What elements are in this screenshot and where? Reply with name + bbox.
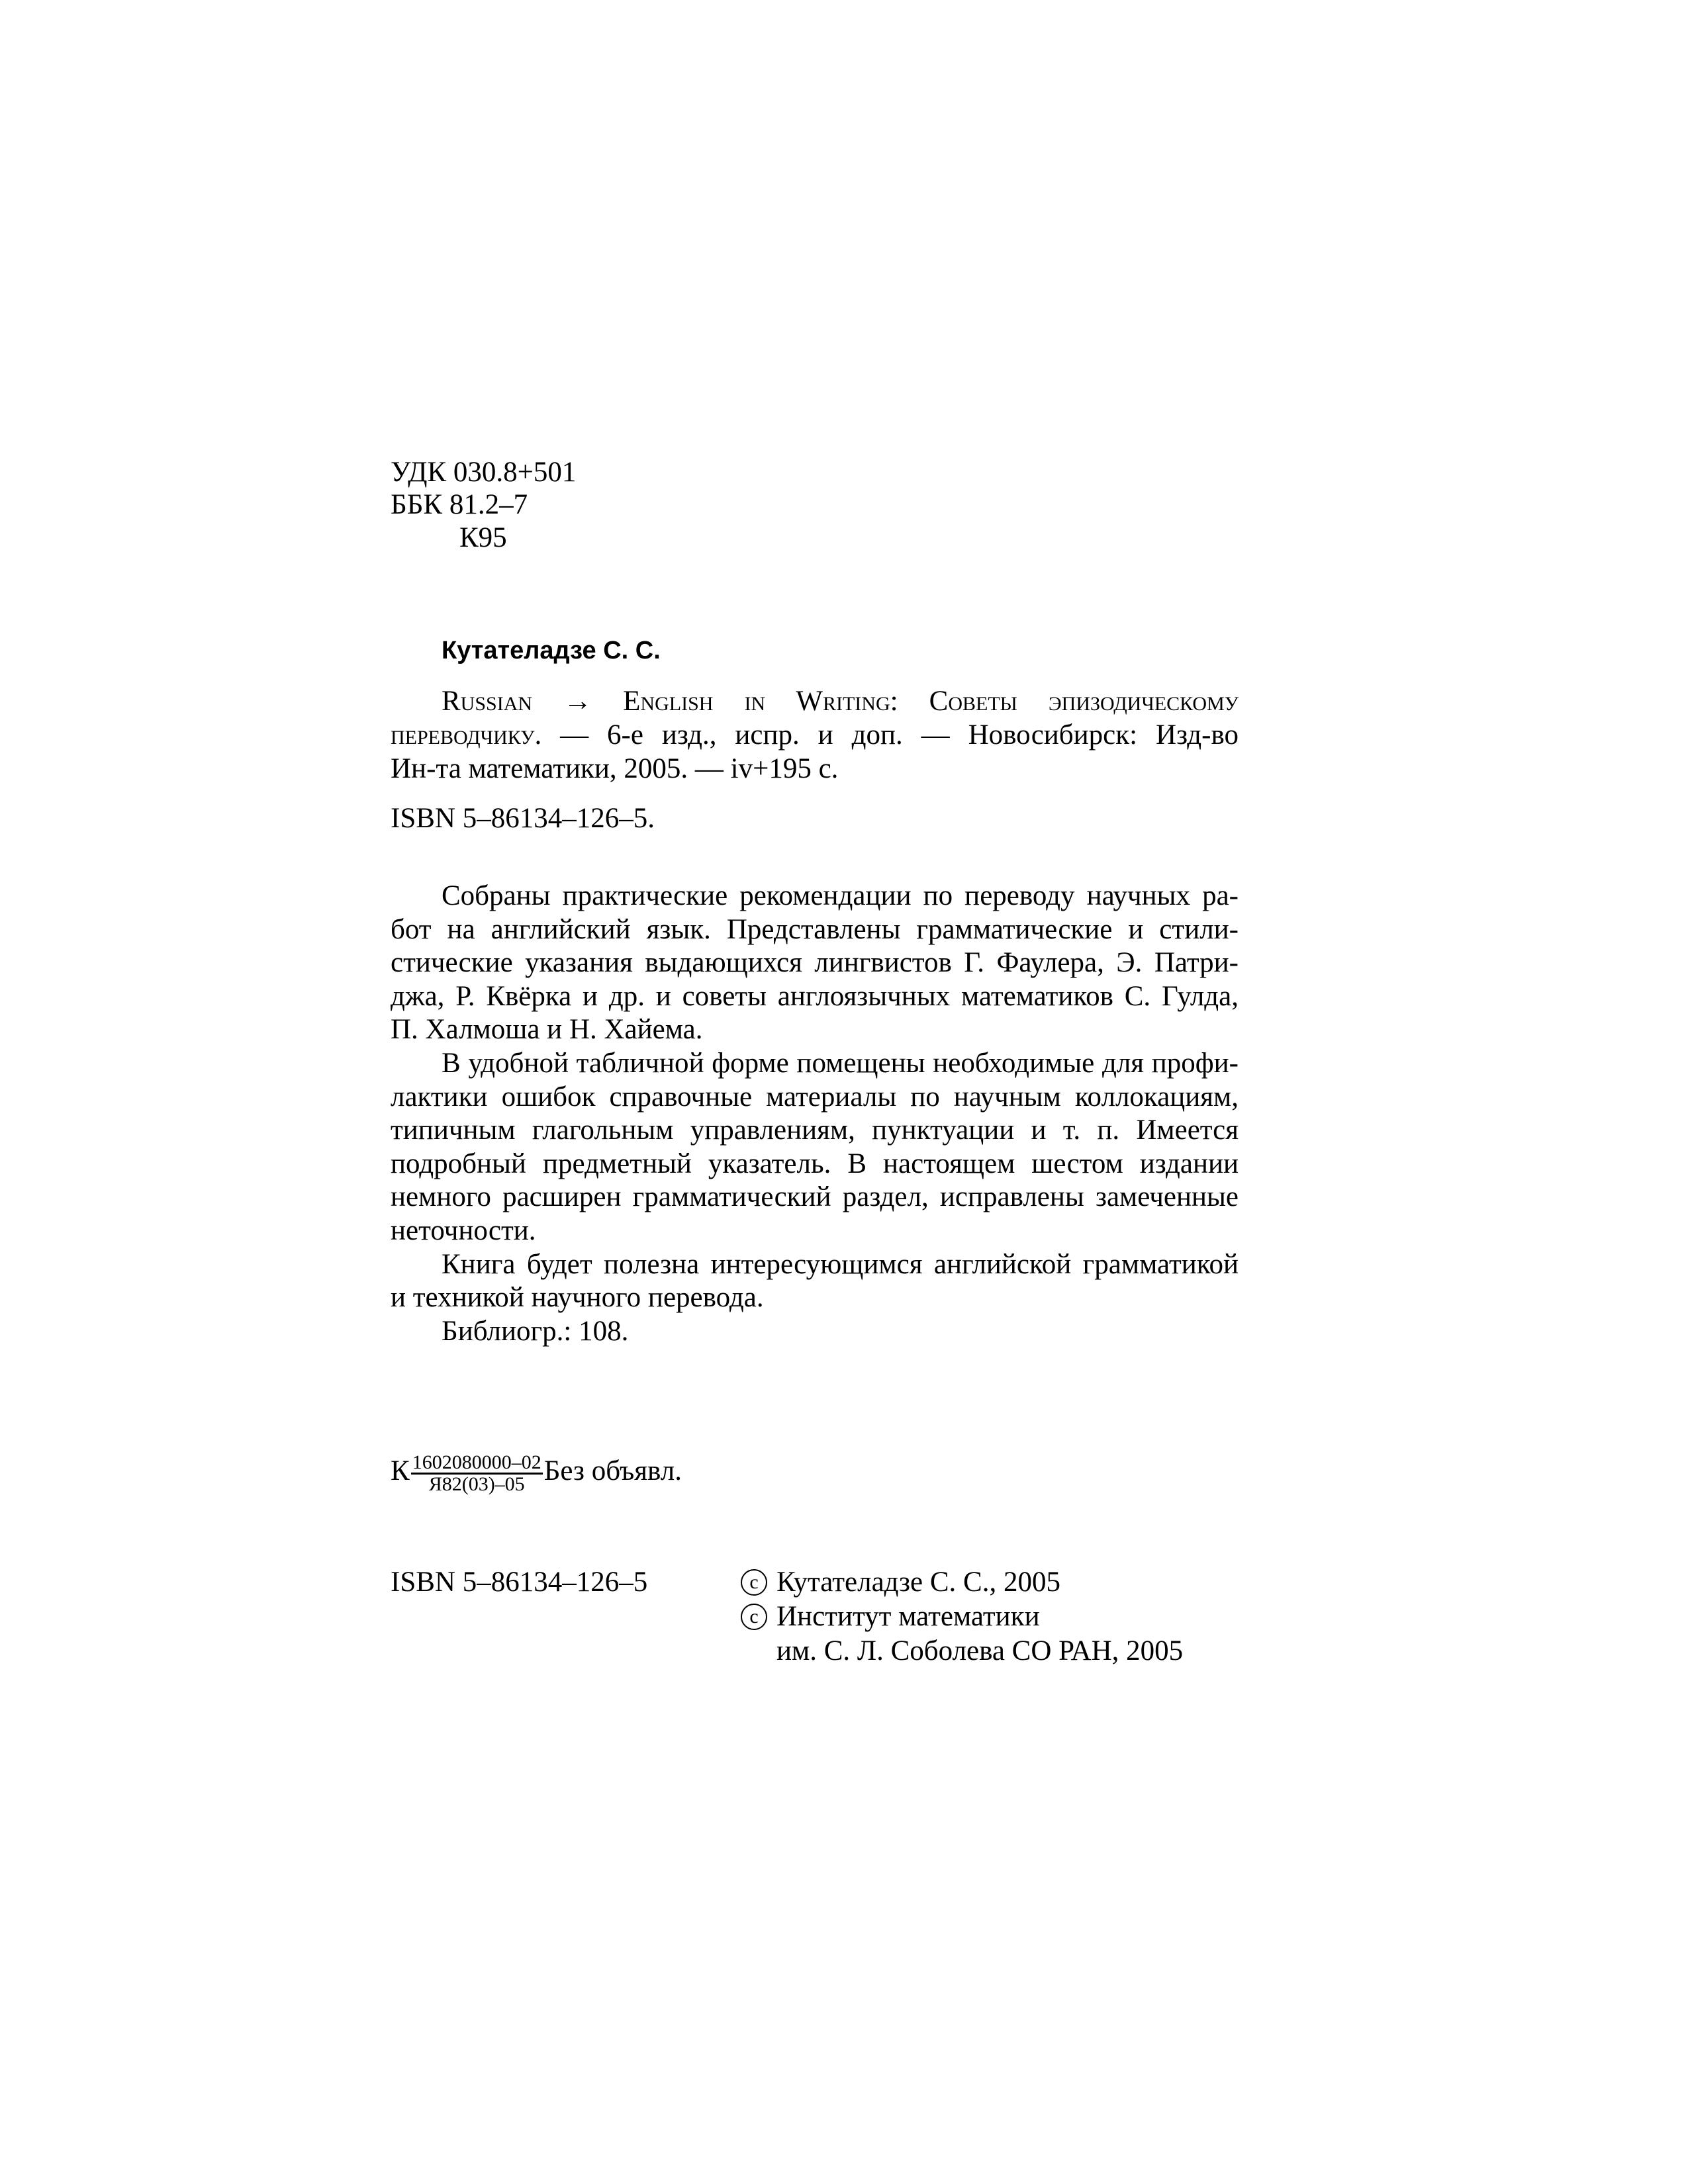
abstract — [391, 880, 1239, 1348]
price-code-letter: К — [391, 1455, 410, 1486]
abstract-line: бот на английский язык. Представлены грамматические и стили- — [391, 913, 1239, 945]
bib-line-1 — [391, 684, 1239, 718]
title-part: English in Writing — [623, 686, 890, 717]
udk-code: УДК 030.8+501 — [391, 457, 577, 488]
copyright-icon: c — [741, 1569, 767, 1596]
subtitle-part: Советы эпизодическому — [929, 686, 1239, 717]
title-part: Russian — [442, 686, 533, 717]
copyright-institute-text: Институт математики — [776, 1601, 1040, 1632]
copyright-institute-line-2: им. С. Л. Соболева СО РАН, 2005 — [776, 1635, 1184, 1666]
abstract-line: типичным глагольным управлениям, пунктуации и т. п. Имеется — [391, 1115, 1239, 1146]
abstract-line: Книга будет полезна интересующимся английской грамматикой — [442, 1248, 1239, 1280]
bibliographic-description — [391, 684, 1239, 786]
price-code — [391, 1449, 682, 1494]
fraction-denominator: Я82(03)–05 — [428, 1473, 525, 1495]
colon: : — [890, 686, 929, 717]
footer-isbn: ISBN 5–86134–126–5 — [391, 1567, 648, 1598]
subtitle-part: переводчику — [391, 719, 535, 751]
edition-info: . — 6-е изд., испр. и доп. — Новосибирск: Изд-во — [534, 719, 1239, 751]
fraction-numerator: 1602080000–02 — [412, 1451, 541, 1473]
copyright-author-text: Кутателадзе С. С., 2005 — [776, 1567, 1060, 1598]
abstract-line: подробный предметный указатель. В настоящем шестом издании — [391, 1148, 1239, 1179]
bib-line-3: Ин-та математики, 2005. — iv+195 с. — [391, 753, 839, 784]
abstract-line: немного расширен грамматический раздел, исправлены замеченные — [391, 1181, 1239, 1213]
author-mark: К95 — [459, 522, 507, 553]
abstract-line: П. Халмоша и Н. Хайема. — [391, 1014, 703, 1046]
abstract-line: и техникой научного перевода. — [391, 1282, 764, 1314]
bibliography-count: Библиогр.: 108. — [442, 1315, 629, 1347]
arrow: → — [532, 686, 624, 717]
abstract-line: джа, Р. Квёрка и др. и советы англоязычных математиков С. Гулда, — [391, 980, 1239, 1012]
copyright-author — [741, 1566, 1060, 1599]
abstract-line: стические указания выдающихся лингвистов Г. Фаулера, Э. Патри- — [391, 947, 1239, 979]
bbk-code: ББК 81.2–7 — [391, 489, 528, 520]
copyright-institute — [741, 1600, 1040, 1633]
abstract-line: В удобной табличной форме помещены необходимые для профи- — [442, 1047, 1239, 1079]
abstract-line: лактики ошибок справочные материалы по научным коллокациям, — [391, 1081, 1239, 1113]
abstract-line: Собраны практические рекомендации по переводу научных ра- — [442, 880, 1239, 911]
author-name: Кутателадзе С. С. — [442, 637, 661, 664]
copyright-icon: c — [741, 1604, 767, 1630]
isbn-line: ISBN 5–86134–126–5. — [391, 803, 655, 834]
bib-line-2 — [391, 718, 1239, 752]
price-code-fraction — [411, 1453, 543, 1494]
price-note: Без объявл. — [543, 1455, 682, 1486]
abstract-line: неточности. — [391, 1214, 536, 1246]
